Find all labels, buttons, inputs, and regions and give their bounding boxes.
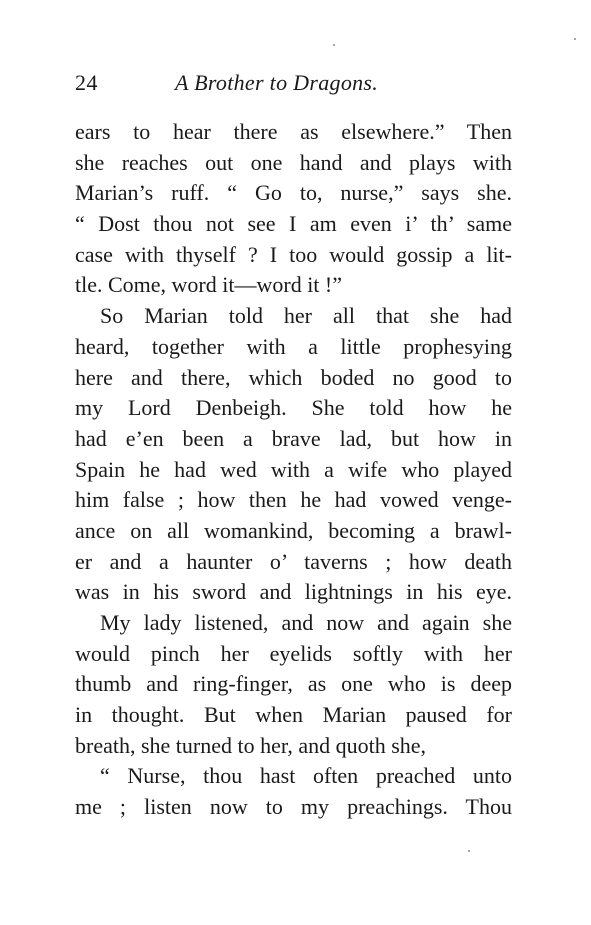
text-line: had e’en been a brave lad, but how in: [75, 425, 512, 451]
text-line: my Lord Denbeigh. She told how he: [75, 395, 512, 421]
paragraph-start-line: My lady listened, and now and again she: [100, 610, 512, 635]
text-line: Marian’s ruff. “ Go to, nurse,” says she.: [75, 180, 512, 206]
text-line: me ; listen now to my preachings. Thou: [75, 794, 512, 820]
page-number: 24: [75, 70, 98, 95]
text-line: here and there, which boded no good to: [75, 364, 512, 390]
text-line: thumb and ring-finger, as one who is deep: [75, 671, 512, 697]
text-line: would pinch her eyelids softly with her: [75, 640, 512, 666]
running-title: A Brother to Dragons.: [175, 70, 379, 95]
text-line: Spain he had wed with a wife who played: [75, 456, 512, 482]
text-line: tle. Come, word it—word it !”: [75, 272, 343, 298]
paragraph-start-line: “ Nurse, thou hast often preached unto: [100, 763, 512, 789]
text-line: er and a haunter o’ taverns ; how death: [75, 548, 512, 574]
print-speck: [574, 38, 576, 40]
print-speck: [333, 44, 335, 46]
text-line: breath, she turned to her, and quoth she,: [75, 732, 427, 758]
print-speck: [468, 850, 470, 852]
text-line: him false ; how then he had vowed venge-: [75, 487, 512, 513]
text-line: she reaches out one hand and plays with: [75, 149, 512, 175]
text-line: was in his sword and lightnings in his eye.: [75, 579, 512, 605]
page-header: [75, 70, 512, 104]
body-text: [75, 117, 512, 823]
text-line: in thought. But when Marian paused for: [75, 702, 512, 728]
text-line: ance on all womankind, becoming a brawl-: [75, 517, 512, 543]
text-line: “ Dost thou not see I am even i’ th’ same: [75, 211, 512, 237]
text-line: ears to hear there as elsewhere.” Then: [75, 119, 512, 144]
paragraph-start-line: So Marian told her all that she had: [100, 303, 512, 329]
text-line: heard, together with a little prophesying: [75, 333, 512, 359]
text-line: case with thyself ? I too would gossip a lit-: [75, 241, 512, 267]
